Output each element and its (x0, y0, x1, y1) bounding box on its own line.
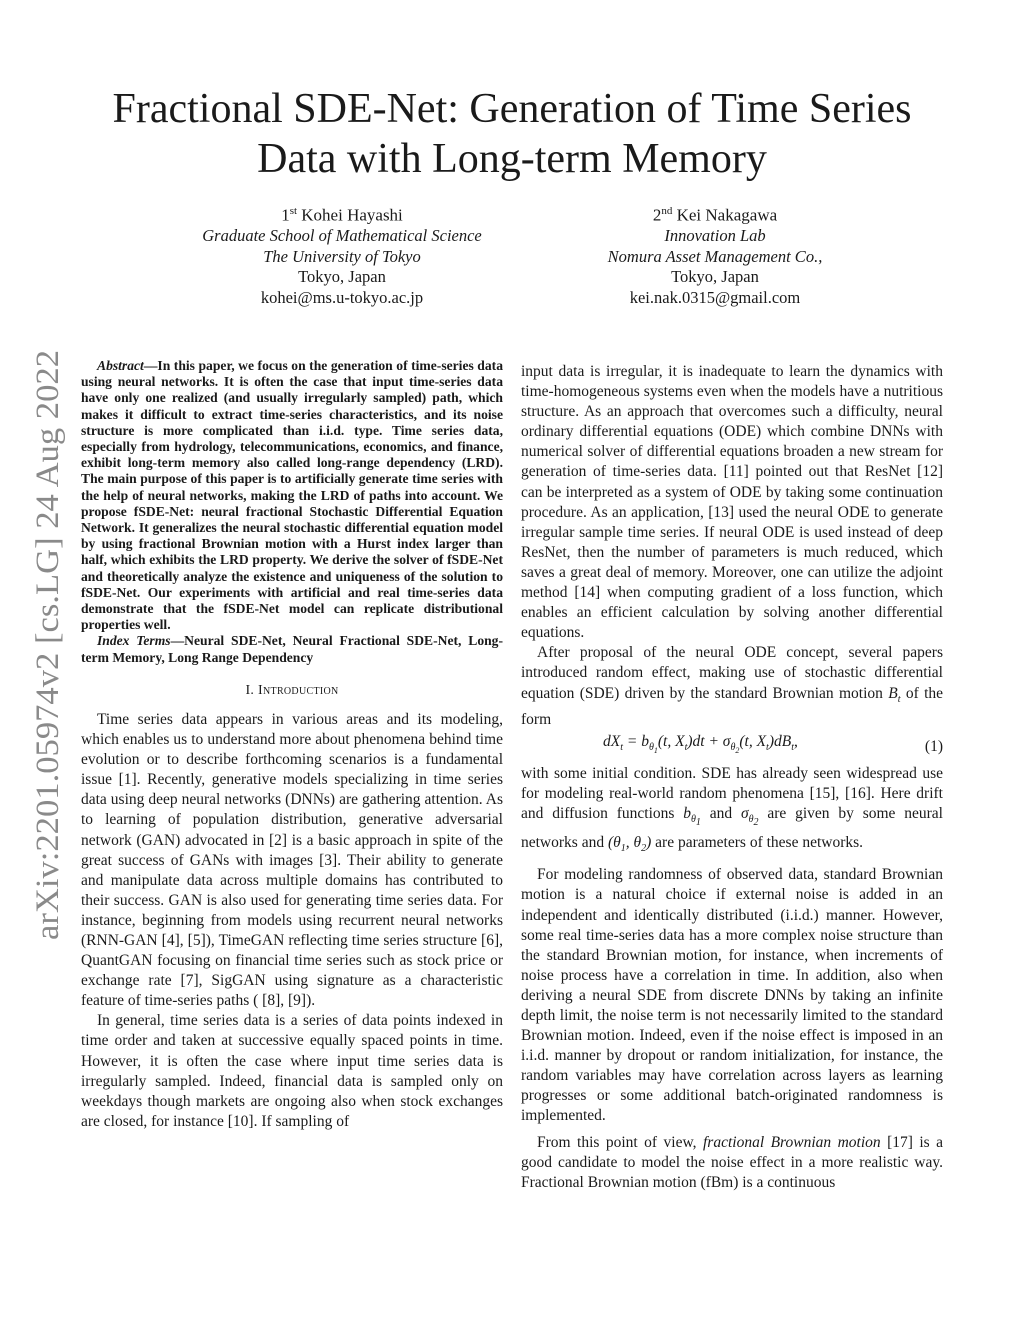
author-location: Tokyo, Japan (671, 267, 759, 287)
abstract (81, 358, 503, 633)
author-block-2 (515, 201, 915, 309)
paragraph: For modeling randomness of observed data, standard Brownian motion is a natural choice if external noise is added in an independent and identically distributed (i.i.d.) manner. However, some real time-series data has a more complex noise structure than the standard Brownian motion, for instance, when increments of noise process have a correlation in time. In addition, also when deriving a neural SDE from discrete DNNs by taking an infinite depth limit, the noise term is not necessarily limited to the standard Brownian motion. Indeed, even if the noise effect is imposed in an i.i.d. manner by dropout or random initialization, for instance, the random variables may have correlation across layers as learning progresses or some additional batch-originated randomness is implemented. (521, 866, 943, 1125)
left-column (81, 358, 503, 1132)
section-heading (81, 681, 503, 701)
paragraph: input data is irregular, it is inadequate to learn the dynamics with time-homogeneous systems even when the models have a nutritious structure. As an approach that overcomes such a difficulty, neural ordinary differential equations (ODE) which combine DNNs with numerical solver of differential equations broaden a new stream for generation of time-series data. [11] pointed out that ResNet [12] can be interpreted as a system of ODE by taking some continuation procedure. As an application, [13] used the neural ODE to generate irregular sample time series. If neural ODE is used instead of deep ResNet, then the number of parameters is much reduced, which saves a great deal of memory. Moreover, one can utilize the adjoint method [14] when computing gradient of a loss function, which enables an efficient calculation by solving another differential equations. (521, 363, 943, 642)
math-symbol: $\sigma_{\theta_2}$ (740, 804, 759, 829)
equation-1 (521, 730, 943, 764)
paper-title (80, 84, 944, 184)
paragraph: Time series data appears in various areas and its modeling, which enables us to understand more about phenomena behind time evolution or to describe forthcoming scenarios is a fundamental issue [1]. Recently, generative models specializing in time series data using deep neural networks (DNNs) are gathering attention. As to learning of population distribution, generative adversarial network (GAN) advocated in [2] is a basic approach in spite of the great success of GANs with images [3]. Their ability to generate and manipulate data across multiple domains has contributed to their success. GAN is also used for generating time series data. For instance, beginning from models using recurrent neural networks (RNN-GAN [4], [5]), TimeGAN reflecting time series structure [6], QuantGAN focusing on financial time series such as stock price or exchange rate [7], SigGAN using signature as a characteristic feature of time-series paths ( [8], [9]). (81, 710, 503, 1010)
math-symbol-base: B (888, 684, 898, 702)
paragraph (521, 643, 943, 729)
author-affiliation-1: Innovation Lab (664, 226, 766, 246)
math-symbol: $b_{\theta_1}$ (683, 804, 701, 829)
emphasis: fractional Brownian motion (702, 1133, 881, 1151)
paragraph-text: with some initial condition. SDE has already seen widespread use for modeling real-world random phenomena [15], [16]. Here drift and diffusion functions (521, 764, 943, 822)
paragraph (521, 1133, 943, 1193)
title-line-1: Fractional SDE-Net: Generation of Time Series (112, 86, 912, 132)
equation-number: (1) (924, 737, 943, 755)
author-name: Kohei Hayashi (301, 205, 403, 225)
title-line-2: Data with Long-term Memory (257, 136, 767, 182)
index-terms-label: Index Terms (97, 633, 171, 649)
paragraph-text: From this point of view, (537, 1133, 697, 1151)
author-affiliation-2: The University of Tokyo (263, 246, 421, 266)
paragraph: In general, time series data is a series of data points indexed in time order and taken at successive equally spaced points in time. However, it is often the case where input time series data is irregularly sampled. Indeed, financial data is sampled only on weekdays though markets are ongoing also when stock exchanges are closed, for instance [10]. If sampling of (81, 1012, 503, 1130)
math-symbol (888, 684, 901, 705)
author-email[interactable]: kei.nak.0315@gmail.com (629, 288, 801, 308)
author-location: Tokyo, Japan (298, 267, 386, 287)
paragraph-text: are parameters of these networks. (655, 834, 864, 852)
math-symbol-subscript: t (897, 693, 901, 705)
author-ordinal: 2 (652, 205, 662, 225)
author-block-1 (142, 201, 542, 309)
paragraph-text: of the form (521, 684, 944, 728)
author-affiliation-1: Graduate School of Mathematical Science (202, 226, 482, 246)
arxiv-stamp (14, 348, 70, 948)
arxiv-identifier (14, 348, 70, 948)
paragraph-text: [17] is a good candidate to model the noise effect in a more realistic way. Fractional Brownian motion (fBm) is a continuous (521, 1133, 944, 1191)
author-ordinal: 1 (281, 205, 290, 225)
index-terms (81, 633, 503, 665)
paragraph-text: and (709, 804, 733, 822)
author-name-line (515, 201, 915, 226)
abstract-label: Abstract (97, 358, 144, 373)
index-terms-text: —Neural SDE-Net, Neural Fractional SDE-Net, Long-term Memory, Long Range Dependency (81, 633, 504, 665)
author-email[interactable]: kohei@ms.u-tokyo.ac.jp (260, 288, 424, 308)
arxiv-id-text: arXiv:2201.05974v2 [cs.LG] 24 Aug 2022 (30, 377, 66, 940)
author-ordinal-suffix: nd (661, 205, 673, 217)
abstract-text: —In this paper, we focus on the generation of time-series data using neural networks. It is often the case that input time-series data have only one realized (and usually irregularly sampled) path, which makes it difficult to extract time-series characteristics, and its noise structure is more complicated than i.i.d. type. Time series data, especially from hydrology, telecommunications, economics, and finance, exhibit long-term memory also called long-range dependency (LRD). The main purpose of this paper is to artificially generate time series with the help of neural networks, making the LRD of paths into account. We propose fSDE-Net: neural fractional Stochastic Differential Equation Network. It generalizes the neural stochastic differential equation model by using fractional Brownian motion with a Hurst index larger than half, which exhibits the LRD property. We derive the solver of fSDE-Net and theoretically analyze the existence and uniqueness of the solution to fSDE-Net. Our experiments with artificial and real time-series data demonstrate that the fSDE-Net model can replicate distributional properties well. (81, 358, 503, 633)
equation-expression: $dX_t = b_{\theta_1}(t$, $X_t)dt + \sigma_{\theta_2}(t$, $X_t)dB_t$, (603, 733, 798, 756)
paragraph-text: are given by some neural networks and (521, 804, 943, 852)
author-ordinal-suffix: st (289, 205, 298, 217)
paragraph-text: After proposal of the neural ODE concept, several papers introduced random effect, making use of stochastic differential equation (SDE) driven by the standard Brownian motion (521, 644, 943, 702)
section-number: I. (245, 682, 255, 698)
right-column (521, 362, 943, 1193)
paragraph (521, 764, 943, 860)
section-title: Introduction (258, 682, 339, 698)
author-name: Kei Nakagawa (676, 205, 778, 225)
math-symbol: ($\theta_1$, $\theta_2$) (607, 834, 652, 855)
author-affiliation-2: Nomura Asset Management Co., (607, 246, 823, 266)
author-name-line (142, 201, 542, 226)
